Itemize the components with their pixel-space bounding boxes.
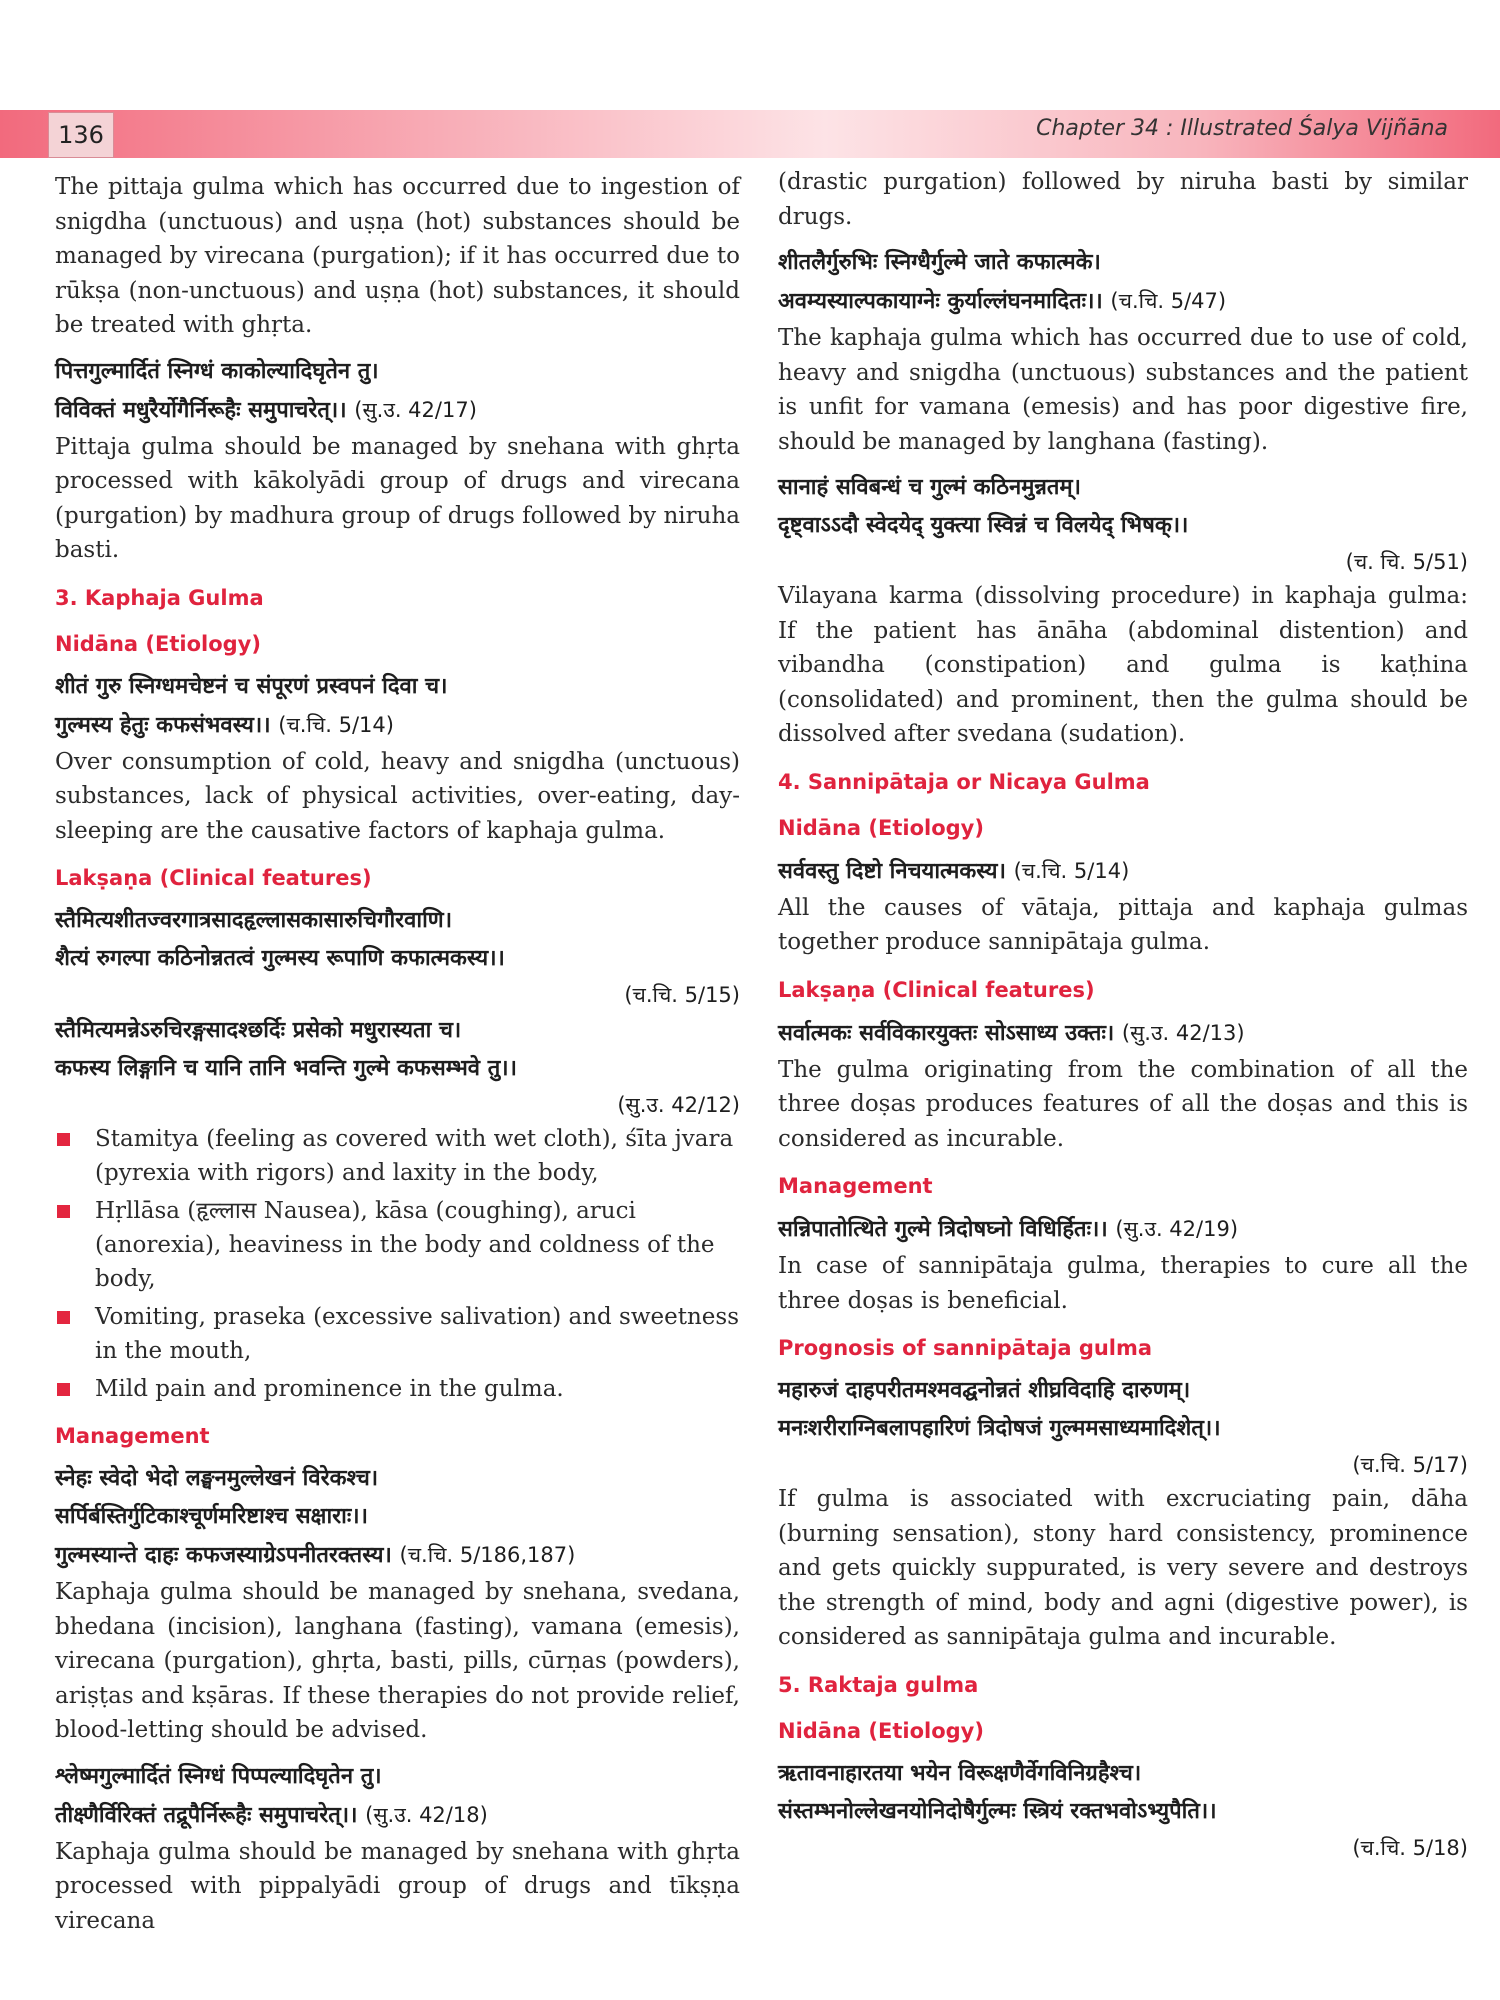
sanskrit-verse: पित्तगुल्मार्दितं स्निग्धं काकोल्यादिघृतेन तु। [55, 358, 379, 384]
sanskrit-verse [778, 282, 1468, 321]
paragraph: Pittaja gulma should be managed by snehana with ghṛta processed with kākolyādi group of drugs and virecana (purgation) by madhura group of drugs followed by niruha basti. [55, 433, 740, 563]
verse-text: अवम्यस्याल्पकायाग्नेः कुर्याल्लंघनमादितः।। [778, 289, 1103, 314]
sanskrit-verse [55, 1796, 740, 1835]
paragraph: The gulma originating from the combination of all the three doṣas produces features of all the doṣas and this is considered as incurable. [778, 1056, 1468, 1152]
sanskrit-verse: शीतं गुरु स्निग्धमचेष्टनं च संपूरणं प्रस्वपनं दिवा च। [55, 673, 448, 699]
verse-reference: (च.चि. 5/14) [278, 712, 394, 737]
verse-text: विविक्तं मधुरैर्योगैर्निरूहैः समुपाचरेत्।। [55, 397, 347, 423]
sanskrit-verse: शीतलैर्गुरुभिः स्निग्धैर्गुल्मे जाते कफात्मके। [778, 250, 1101, 275]
verse-text: तीक्ष्णैर्विरिक्तं तद्रूपैर्निरूहैः समुपाचरेत्।। [55, 1802, 358, 1828]
bullet-square-icon [57, 1383, 70, 1396]
verse-reference: (सु.उ. 42/17) [354, 397, 477, 422]
list-item [55, 1194, 740, 1296]
subsection-heading: Management [778, 1174, 933, 1198]
verse-text: सन्निपातोत्थिते गुल्मे त्रिदोषघ्नो विधिर्हितः।। [778, 1217, 1108, 1242]
verse-reference: (सु.उ. 42/19) [1115, 1217, 1239, 1241]
left-column [55, 170, 740, 1948]
section-heading: 4. Sannipātaja or Nicaya Gulma [778, 769, 1150, 794]
subsection-heading: Nidāna (Etiology) [778, 1718, 984, 1743]
list-item [55, 1372, 740, 1406]
list-item-text: Stamitya (feeling as covered with wet cloth), śīta jvara (pyrexia with rigors) and laxity in the body, [95, 1126, 734, 1186]
sanskrit-verse: ऋतावनाहारतया भयेन विरूक्षणैर्वेगविनिग्रहैश्च। [778, 1760, 1142, 1786]
list-item [55, 1300, 740, 1368]
verse-reference: (सु.उ. 42/18) [365, 1802, 488, 1827]
subsection-heading: Nidāna (Etiology) [778, 815, 984, 840]
subsection-heading: Prognosis of sannipātaja gulma [778, 1336, 1153, 1360]
sanskrit-verse [778, 1210, 1468, 1249]
sanskrit-verse: स्नेहः स्वेदो भेदो लङ्घनमुल्लेखनं विरेकश्च। [55, 1466, 379, 1491]
paragraph: Vilayana karma (dissolving procedure) in kaphaja gulma: If the patient has ānāha (abdominal distention) and vibandha (constipation) and gulma is kaṭhina (consolidated) and prominent, then the gulma should be dissolved after svedana (sudation). [778, 583, 1468, 747]
verse-reference: (च.चि. 5/15) [624, 983, 740, 1007]
sanskrit-verse [55, 391, 740, 430]
sanskrit-verse: संस्तम्भनोल्लेखनयोनिदोषैर्गुल्मः स्त्रियं रक्तभवोऽभ्युपैति।। [778, 1798, 1217, 1824]
verse-reference: (सु.उ. 42/12) [617, 1093, 740, 1117]
sanskrit-verse: कफस्य लिङ्गानि च यानि तानि भवन्ति गुल्मे कफसम्भवे तु।। [55, 1056, 517, 1081]
verse-reference: (च. चि. 5/51) [1345, 550, 1468, 574]
paragraph: If gulma is associated with excruciating pain, dāha (burning sensation), stony hard consistency, prominence and gets quickly suppurated, is very severe and destroys the strength of mind, body and agni (digestive power), is considered as sannipātaja gulma and incurable. [778, 1486, 1468, 1650]
sanskrit-verse: महारुजं दाहपरीतमश्मवद्घनोन्नतं शीघ्रविदाहि दारुणम्। [778, 1378, 1191, 1403]
verse-reference: (च.चि. 5/186,187) [399, 1543, 576, 1567]
subsection-heading: Lakṣaṇa (Clinical features) [778, 977, 1095, 1002]
verse-text: सर्वात्मकः सर्वविकारयुक्तः सोऽसाध्य उक्तः। [778, 1020, 1115, 1046]
sanskrit-verse [55, 1536, 740, 1575]
right-column [778, 165, 1468, 1865]
sanskrit-verse: श्लेष्मगुल्मार्दितं स्निग्धं पिप्पल्यादिघृतेन तु। [55, 1763, 382, 1789]
list-item-text: Hṛllāsa (हृल्लास Nausea), kāsa (coughing), aruci (anorexia), heaviness in the body and coldness of the body, [95, 1198, 715, 1292]
sanskrit-verse [55, 706, 740, 745]
paragraph: The kaphaja gulma which has occurred due to use of cold, heavy and snigdha (unctuous) substances and the patient is unfit for vamana (emesis) and has poor digestive fire, should be managed by langhana (fasting). [778, 325, 1468, 455]
section-heading: 5. Raktaja gulma [778, 1672, 979, 1697]
verse-reference: (च.चि. 5/18) [1352, 1835, 1468, 1860]
chapter-title: Chapter 34 : Illustrated Śalya Vijñāna [1036, 116, 1448, 141]
verse-reference: (च.चि. 5/47) [1110, 289, 1227, 313]
sanskrit-verse: दृष्ट्वाऽऽदौ स्वेदयेद् युक्त्या स्विन्नं च विलयेद् भिषक्।। [778, 513, 1189, 538]
paragraph: In case of sannipātaja gulma, therapies to cure all the three doṣas is beneficial. [778, 1253, 1468, 1314]
sanskrit-verse [778, 852, 1468, 891]
list-item [55, 1122, 740, 1190]
paragraph: Over consumption of cold, heavy and snigdha (unctuous) substances, lack of physical activities, over-eating, day-sleeping are the causative factors of kaphaja gulma. [55, 748, 740, 844]
sanskrit-verse: शैत्यं रुगल्पा कठिनोन्नतत्वं गुल्मस्य रूपाणि कफात्मकस्य।। [55, 946, 505, 971]
section-heading: 3. Kaphaja Gulma [55, 585, 264, 610]
paragraph: Kaphaja gulma should be managed by snehana with ghṛta processed with pippalyādi group of drugs and tīkṣṇa virecana [55, 1838, 740, 1934]
list-item-text: Vomiting, praseka (excessive salivation) and sweetness in the mouth, [95, 1304, 740, 1364]
sanskrit-verse: मनःशरीराग्निबलापहारिणं त्रिदोषजं गुल्ममसाध्यमादिशेत्।। [778, 1416, 1221, 1441]
verse-reference: (सु.उ. 42/13) [1121, 1020, 1245, 1045]
bullet-square-icon [57, 1133, 70, 1146]
sanskrit-verse: सर्पिर्बस्तिर्गुटिकाश्चूर्णमरिष्टाश्च सक्षाराः।। [55, 1504, 368, 1529]
page-number: 136 [48, 112, 114, 158]
sanskrit-verse [778, 1014, 1468, 1053]
subsection-heading: Lakṣaṇa (Clinical features) [55, 866, 372, 890]
subsection-heading: Nidāna (Etiology) [55, 631, 261, 656]
sanskrit-verse: सानाहं सविबन्धं च गुल्मं कठिनमुन्नतम्। [778, 475, 1081, 500]
subsection-heading: Management [55, 1424, 210, 1448]
bullet-square-icon [57, 1311, 70, 1324]
verse-reference: (च.चि. 5/14) [1013, 858, 1130, 883]
paragraph: The pittaja gulma which has occurred due to ingestion of snigdha (unctuous) and uṣṇa (hot) substances should be managed by virecana (purgation); if it has occurred due to rūkṣa (non-unctuous) and uṣṇa (hot) substances, it should be treated with ghṛta. [55, 174, 740, 338]
bullet-square-icon [57, 1205, 70, 1218]
verse-text: गुल्मस्यान्ते दाहः कफजस्याग्रेऽपनीतरक्तस्य। [55, 1543, 392, 1568]
paragraph: Kaphaja gulma should be managed by snehana, svedana, bhedana (incision), langhana (fasting), vamana (emesis), virecana (purgation), ghṛta, basti, pills, cūrṇas (powders), ariṣṭas and kṣāras. If these therapies do not provide relief, blood-letting should be advised. [55, 1579, 740, 1743]
list-item-text: Mild pain and prominence in the gulma. [95, 1376, 564, 1402]
paragraph: (drastic purgation) followed by niruha basti by similar drugs. [778, 169, 1468, 230]
sanskrit-verse: स्तैमित्यशीतज्वरगात्रसादहृल्लासकासारुचिगौरवाणि। [55, 908, 453, 933]
verse-text: गुल्मस्य हेतुः कफसंभवस्य।। [55, 712, 271, 738]
paragraph: All the causes of vātaja, pittaja and kaphaja gulmas together produce sannipātaja gulma. [778, 894, 1468, 955]
verse-text: सर्ववस्तु दिष्टो निचयात्मकस्य। [778, 858, 1006, 884]
verse-reference: (च.चि. 5/17) [1352, 1453, 1468, 1477]
sanskrit-verse: स्तैमित्यमन्नेऽरुचिरङ्गसादश्छर्दिः प्रसेको मधुरास्यता च। [55, 1018, 462, 1043]
